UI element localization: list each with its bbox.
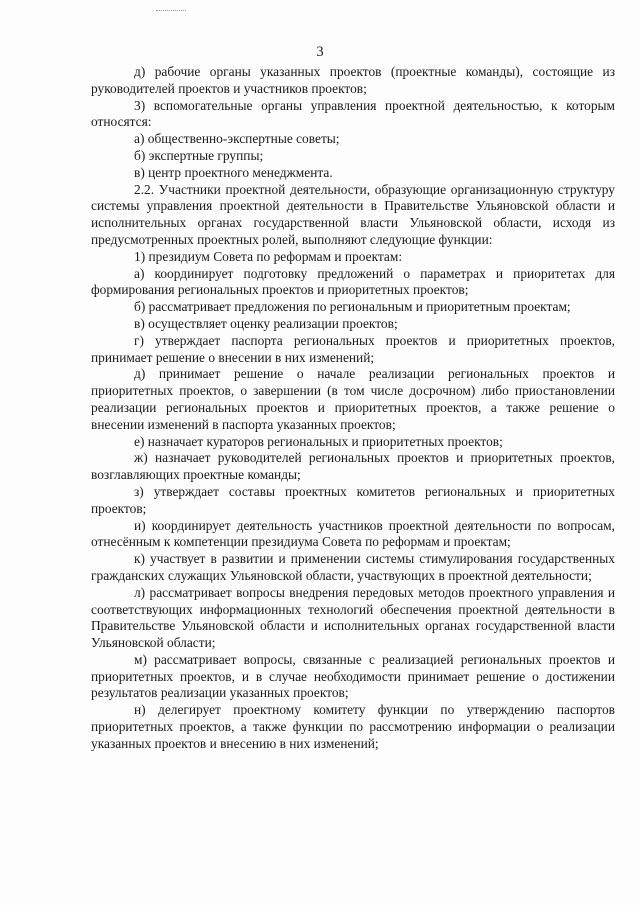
paragraph-3-auxiliary-bodies: 3) вспомогательные органы управления проектной деятельностью, к которым относятся: (91, 97, 615, 130)
paragraph-z-approves-committees: з) утверждает составы проектных комитетов региональных и приоритетных проектов; (91, 483, 615, 516)
paragraph-2-2-participants: 2.2. Участники проектной деятельности, образующие организационную структуру системы управления проектной деятельности в Правительстве Ульяновской области и исполнительных органах государственной власти Ульяновской области, исходя из предусмотренных проектных ролей, выполняют следующие функции: (91, 181, 615, 247)
paragraph-v-project-center: в) центр проектного менеджмента. (134, 164, 333, 180)
scan-artifact (156, 10, 186, 13)
paragraph-e-appoints-curators: е) назначает кураторов региональных и приоритетных проектов; (134, 433, 503, 449)
paragraph-d-decides-start: д) принимает решение о начале реализации региональных проектов и приоритетных проектов, о завершении (в том числе досрочном) либо приостановлении реализации региональных проектов и приоритетных проектов, а также решение о внесении изменений в паспорта указанных проектов; (91, 366, 615, 432)
paragraph-i-coordinates-participants: и) координирует деятельность участников проектной деятельности по вопросам, отнесённым к компетенции президиума Совета по реформам и проектам; (91, 517, 615, 550)
paragraph-1-presidium: 1) президиум Совета по реформам и проектам: (134, 248, 403, 264)
paragraph-zh-appoints-heads: ж) назначает руководителей региональных проектов и приоритетных проектов, возглавляющих проектные команды; (91, 450, 615, 483)
paragraph-n-delegates: н) делегирует проектному комитету функции по утверждению паспортов приоритетных проектов, а также функции по рассмотрению информации о реализации указанных проектов и внесению в них изменений; (91, 702, 615, 751)
paragraph-l-advanced-methods: л) рассматривает вопросы внедрения передовых методов проектного управления и соответствующих информационных технологий обеспечения проектной деятельности в Правительстве Ульяновской области и исполнительных органах государственной власти Ульяновской области; (91, 584, 615, 651)
paragraph-d-working-bodies: д) рабочие органы указанных проектов (проектные команды), состоящие из руководителей проектов и участников проектов; (91, 64, 615, 96)
paragraph-v-evaluates: в) осуществляет оценку реализации проектов; (134, 315, 398, 331)
paragraph-m-implementation-issues: м) рассматривает вопросы, связанные с реализацией региональных проектов и приоритетных проектов, и в случае необходимости принимает решение о достижении результатов реализации указанных проектов; (91, 651, 615, 701)
paragraph-k-incentives: к) участвует в развитии и применении системы стимулирования государственных гражданских служащих Ульяновской области, участвующих в проектной деятельности; (91, 551, 615, 583)
paragraph-a-coordinates: а) координирует подготовку предложений о параметрах и приоритетах для формирования региональных проектов и приоритетных проектов; (91, 265, 615, 298)
paragraph-a-public-expert-councils: а) общественно-экспертные советы; (134, 131, 340, 147)
paragraph-b-expert-groups: б) экспертные группы; (134, 147, 264, 163)
paragraph-g-approves-passports: г) утверждает паспорта региональных проектов и приоритетных проектов, принимает решение о внесении в них изменений; (91, 332, 615, 365)
paragraph-b-considers-proposals: б) рассматривает предложения по региональным и приоритетным проектам; (134, 299, 571, 315)
page-number: 3 (316, 44, 324, 60)
document-body (91, 64, 615, 753)
